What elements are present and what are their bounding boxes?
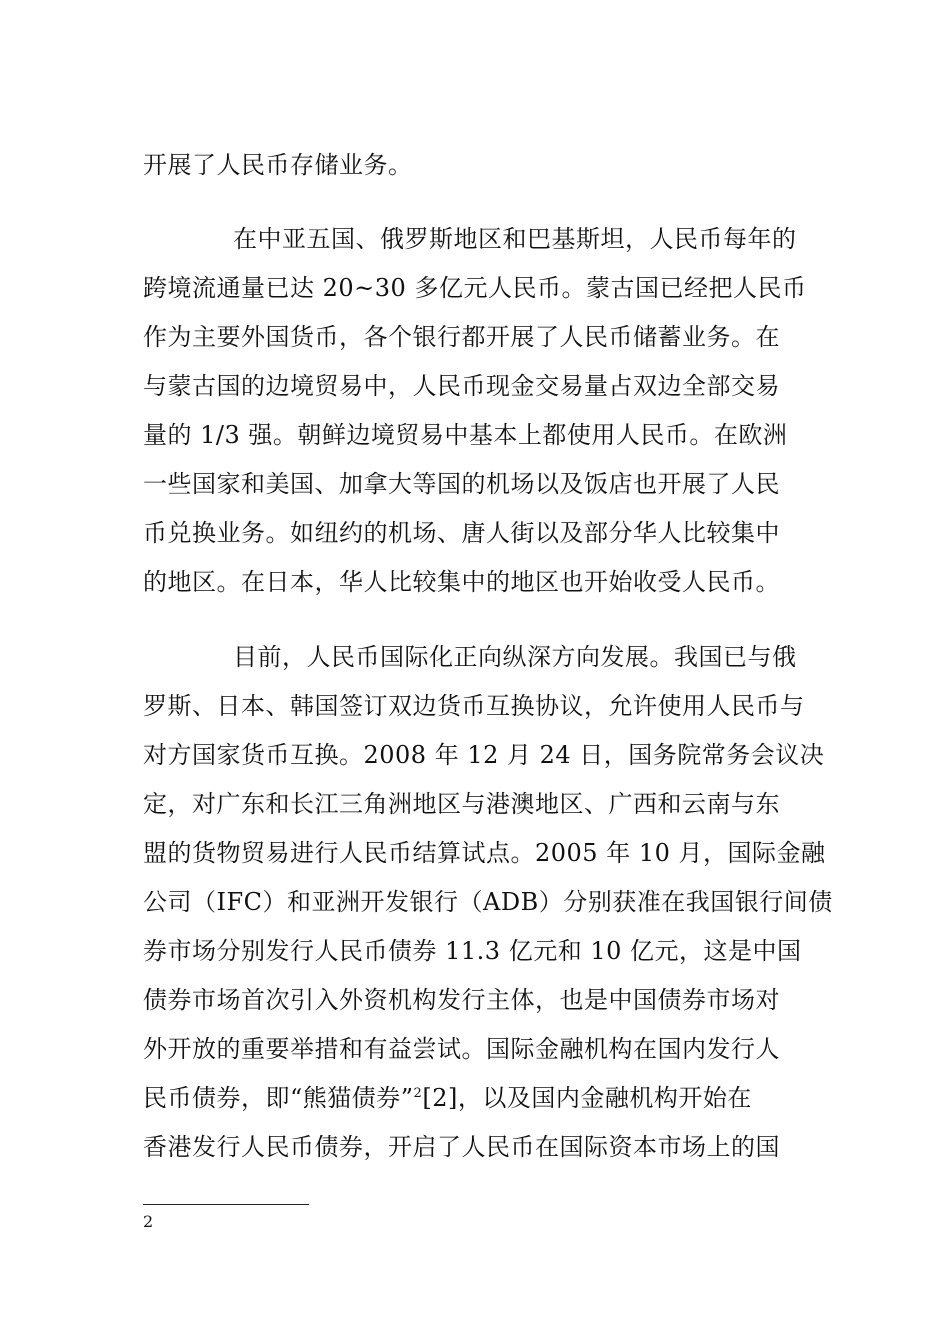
text-line: 开展了人民币存储业务。 bbox=[143, 151, 413, 179]
text-line: 作为主要外国货币，各个银行都开展了人民币储蓄业务。在 bbox=[143, 323, 780, 351]
text-line: 目前，人民币国际化正向纵深方向发展。我国已与俄 bbox=[233, 643, 797, 671]
text-line: 与蒙古国的边境贸易中，人民币现金交易量占双边全部交易 bbox=[143, 372, 780, 400]
text-line: 债券市场首次引入外资机构发行主体，也是中国债券市场对 bbox=[143, 986, 780, 1014]
text-line: 罗斯、日本、韩国签订双边货币互换协议，允许使用人民币与 bbox=[143, 692, 805, 720]
text-line: 跨境流通量已达 20~30 多亿元人民币。蒙古国已经把人民币 bbox=[143, 274, 807, 302]
text-line-with-footnote bbox=[143, 1081, 752, 1115]
text-line: 一些国家和美国、加拿大等国的机场以及饭店也开展了人民 bbox=[143, 470, 780, 498]
text-line: 对方国家货币互换。2008 年 12 月 24 日，国务院常务会议决 bbox=[143, 741, 825, 769]
text-segment: [2]，以及国内金融机构开始在 bbox=[422, 1084, 752, 1112]
text-line: 香港发行人民币债券，开启了人民币在国际资本市场上的国 bbox=[143, 1133, 780, 1161]
text-line: 币兑换业务。如纽约的机场、唐人街以及部分华人比较集中 bbox=[143, 519, 780, 547]
text-line: 定，对广东和长江三角洲地区与港澳地区、广西和云南与东 bbox=[143, 790, 780, 818]
text-line: 的地区。在日本，华人比较集中的地区也开始收受人民币。 bbox=[143, 568, 780, 596]
text-line: 公司（IFC）和亚洲开发银行（ADB）分别获准在我国银行间债 bbox=[143, 888, 833, 916]
text-line: 在中亚五国、俄罗斯地区和巴基斯坦，人民币每年的 bbox=[233, 225, 797, 253]
footnote-reference[interactable]: 2 bbox=[413, 1086, 423, 1101]
footnote-separator bbox=[143, 1204, 309, 1205]
text-line: 盟的货物贸易进行人民币结算试点。2005 年 10 月，国际金融 bbox=[143, 839, 826, 867]
footnote-number: 2 bbox=[143, 1212, 154, 1231]
text-line: 券市场分别发行人民币债券 11.3 亿元和 10 亿元，这是中国 bbox=[143, 937, 802, 965]
text-line: 外开放的重要举措和有益尝试。国际金融机构在国内发行人 bbox=[143, 1035, 780, 1063]
text-segment: 民币债券，即“熊猫债券” bbox=[143, 1084, 414, 1112]
text-line: 量的 1/3 强。朝鲜边境贸易中基本上都使用人民币。在欧洲 bbox=[143, 421, 788, 449]
